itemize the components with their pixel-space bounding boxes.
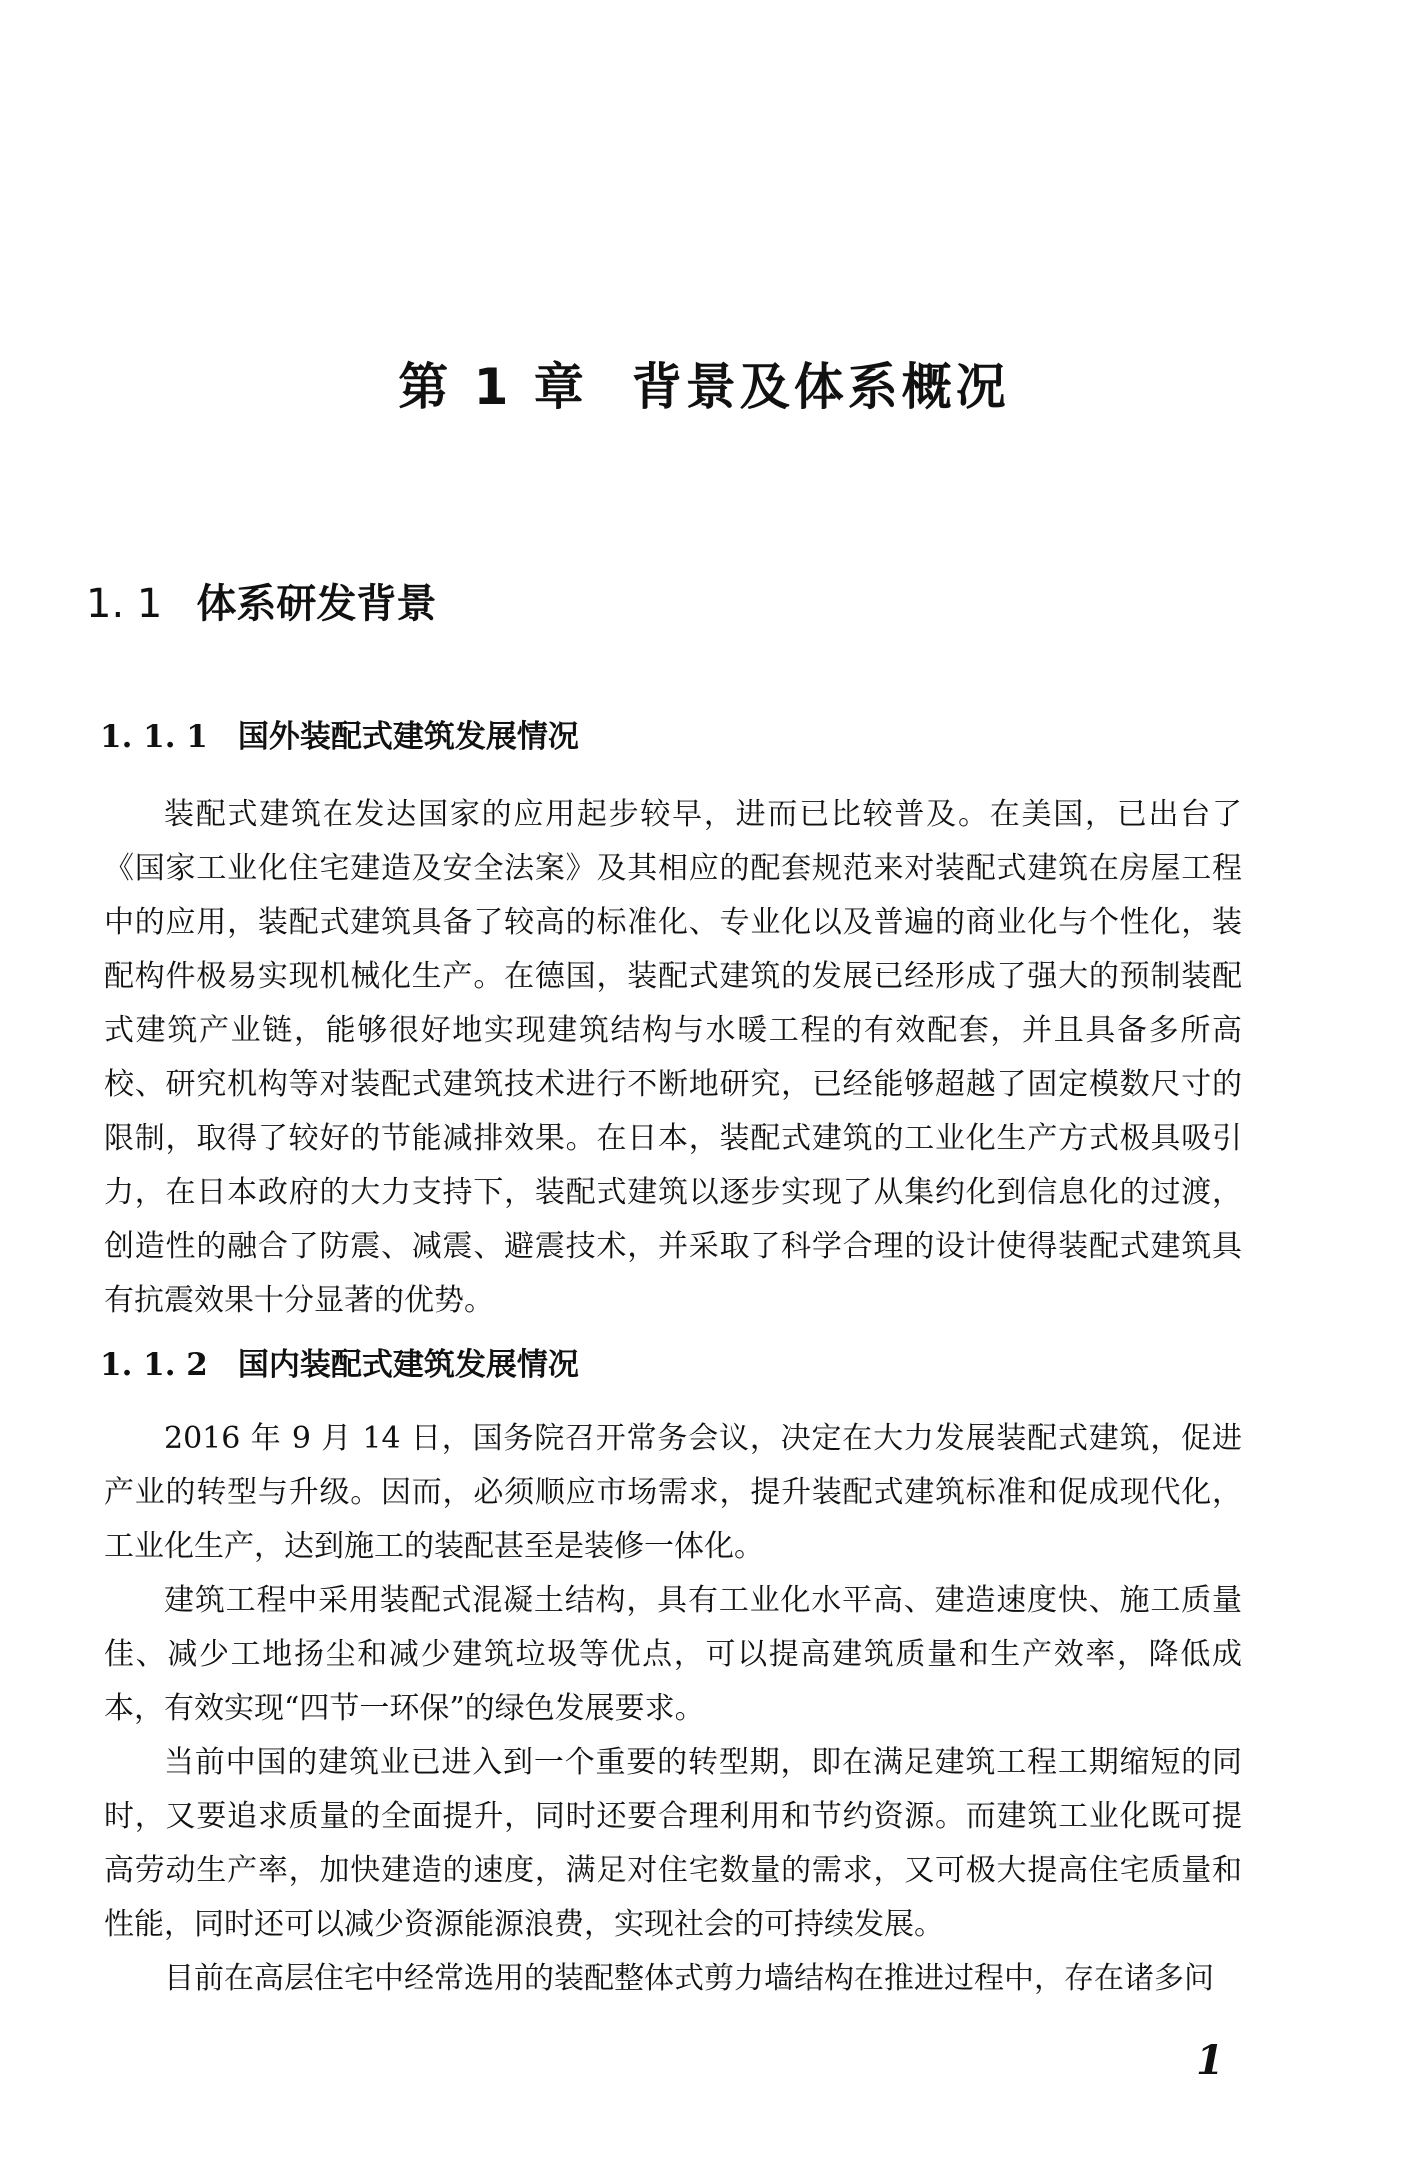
- subsection-heading-domestic: [100, 1342, 579, 1388]
- subsection-number: 1. 1. 1: [100, 719, 208, 755]
- chapter-name: 背景及体系概况: [631, 358, 1010, 416]
- subsection-name: 国内装配式建筑发展情况: [237, 1347, 579, 1383]
- paragraph: 装配式建筑在发达国家的应用起步较早，进而已比较普及。在美国，已出台了《国家工业化住宅建造及安全法案》及其相应的配套规范来对装配式建筑在房屋工程中的应用，装配式建筑具备了较高的标准化、专业化以及普遍的商业化与个性化，装配构件极易实现机械化生产。在德国，装配式建筑的发展已经形成了强大的预制装配式建筑产业链，能够很好地实现建筑结构与水暖工程的有效配套，并且具备多所高校、研究机构等对装配式建筑技术进行不断地研究，已经能够超越了固定模数尺寸的限制，取得了较好的节能减排效果。在日本，装配式建筑的工业化生产方式极具吸引力，在日本政府的大力支持下，装配式建筑以逐步实现了从集约化到信息化的过渡，创造性的融合了防震、减震、避震技术，并采取了科学合理的设计使得装配式建筑具有抗震效果十分显著的优势。: [104, 797, 1242, 1318]
- chapter-title: [0, 352, 1408, 422]
- subsection-heading-foreign: [100, 714, 579, 760]
- domestic-development-text: [104, 1412, 1242, 2006]
- section-number: 1. 1: [86, 581, 163, 627]
- foreign-development-text: [104, 788, 1242, 1328]
- chapter-number: 第 1 章: [398, 358, 588, 416]
- page-number: 1: [1196, 2037, 1224, 2084]
- subsection-name: 国外装配式建筑发展情况: [237, 719, 579, 755]
- paragraph: 当前中国的建筑业已进入到一个重要的转型期，即在满足建筑工程工期缩短的同时，又要追求质量的全面提升，同时还要合理利用和节约资源。而建筑工业化既可提高劳动生产率，加快建造的速度，满足对住宅数量的需求，又可极大提高住宅质量和性能，同时还可以减少资源能源浪费，实现社会的可持续发展。: [104, 1745, 1242, 1942]
- paragraph: 目前在高层住宅中经常选用的装配整体式剪力墙结构在推进过程中，存在诸多问: [164, 1961, 1214, 1996]
- subsection-number: 1. 1. 2: [100, 1347, 208, 1383]
- section-heading: [86, 574, 436, 634]
- section-name: 体系研发背景: [196, 581, 437, 627]
- paragraph: 建筑工程中采用装配式混凝土结构，具有工业化水平高、建造速度快、施工质量佳、减少工地扬尘和减少建筑垃圾等优点，可以提高建筑质量和生产效率，降低成本，有效实现“四节一环保”的绿色发展要求。: [104, 1583, 1242, 1726]
- paragraph: 2016 年 9 月 14 日，国务院召开常务会议，决定在大力发展装配式建筑，促进产业的转型与升级。因而，必须顺应市场需求，提升装配式建筑标准和促成现代化，工业化生产，达到施工的装配甚至是装修一体化。: [104, 1421, 1242, 1564]
